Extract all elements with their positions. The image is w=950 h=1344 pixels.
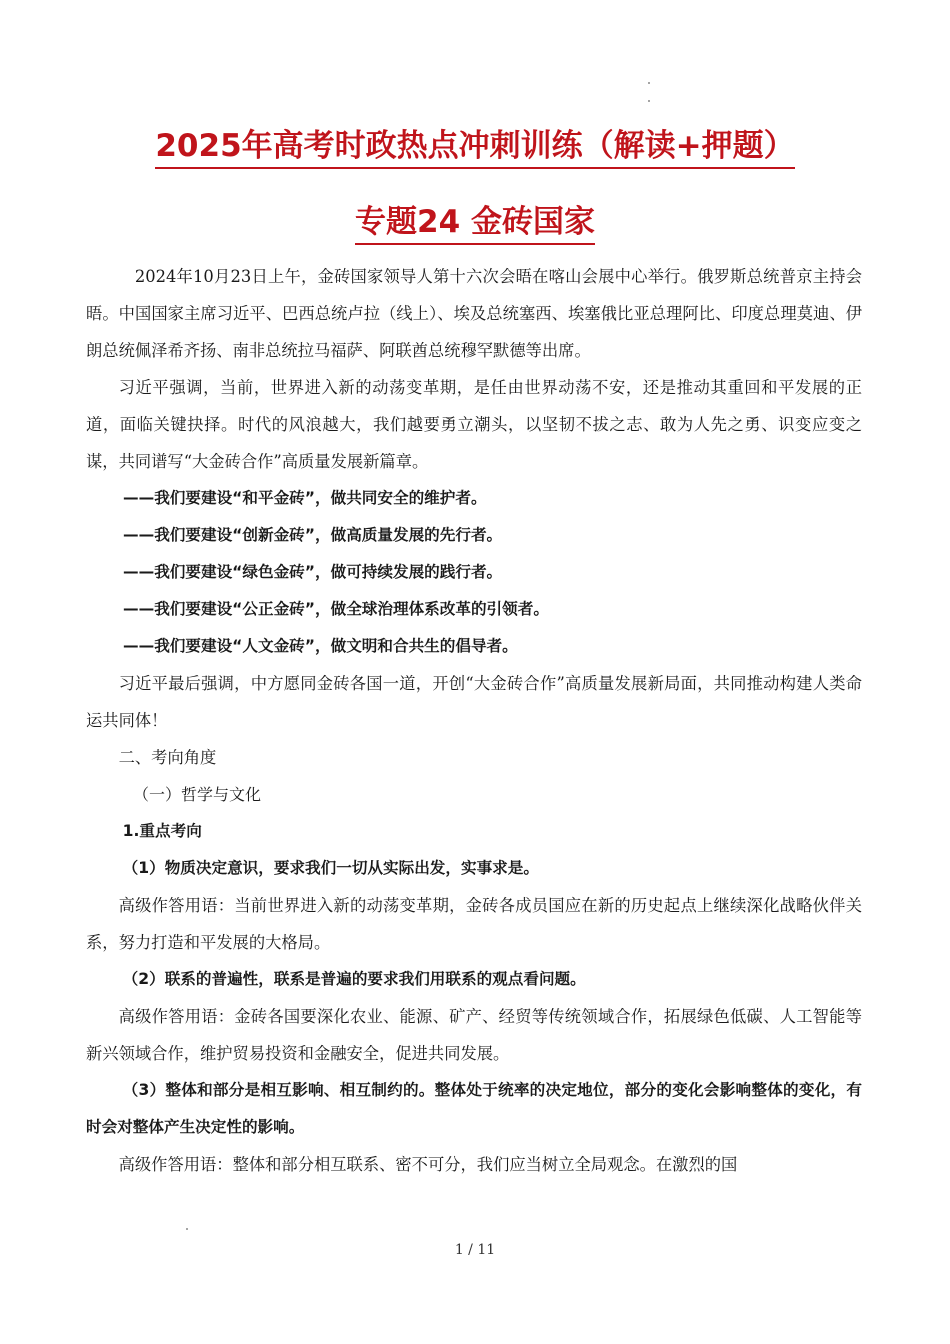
document-title-text: 2025年高考时政热点冲刺训练（解读+押题） [155,128,794,169]
closing-paragraph: 习近平最后强调，中方愿同金砖各国一道，开创“大金砖合作”高质量发展新局面，共同推动构建人类命运共同体！ [86,674,862,730]
page-number: 1 / 11 [454,1242,496,1258]
bullet-peace: ——我们要建设“和平金砖”，做共同安全的维护者。 [123,489,487,507]
decorative-dot [648,82,650,84]
point-heading-3: （3）整体和部分是相互影响、相互制约的。整体处于统率的决定地位，部分的变化会影响整体的变化，有时会对整体产生决定性的影响。 [86,1081,862,1136]
document-title [0,120,950,165]
decorative-dot [186,1228,188,1230]
document-subtitle [0,196,950,241]
key-heading: 1.重点考向 [122,822,202,840]
speech-paragraph: 习近平强调，当前，世界进入新的动荡变革期，是任由世界动荡不安，还是推动其重回和平发展的正道，面临关键抉择。时代的风浪越大，我们越要勇立潮头，以坚韧不拔之志、敢为人先之勇、识变应变之谋，共同谱写“大金砖合作”高质量发展新篇章。 [86,378,862,471]
bullet-innovation: ——我们要建设“创新金砖”，做高质量发展的先行者。 [123,526,503,544]
point-answer-1: 高级作答用语：当前世界进入新的动荡变革期，金砖各成员国应在新的历史起点上继续深化战略伙伴关系，努力打造和平发展的大格局。 [86,896,862,952]
decorative-dot [648,100,650,102]
document-subtitle-text: 专题24 金砖国家 [355,204,595,245]
subsection-heading: （一）哲学与文化 [133,785,262,804]
bullet-culture: ——我们要建设“人文金砖”，做文明和合共生的倡导者。 [123,637,518,655]
document-body [86,258,862,1183]
section-heading: 二、考向角度 [118,748,217,767]
point-answer-2: 高级作答用语：金砖各国要深化农业、能源、矿产、经贸等传统领域合作，拓展绿色低碳、人工智能等新兴领域合作，维护贸易投资和金融安全，促进共同发展。 [86,1007,862,1063]
point-heading-1: （1）物质决定意识，要求我们一切从实际出发，实事求是。 [122,859,539,877]
bullet-justice: ——我们要建设“公正金砖”，做全球治理体系改革的引领者。 [123,600,549,618]
bullet-green: ——我们要建设“绿色金砖”，做可持续发展的践行者。 [123,563,503,581]
intro-paragraph: 2024年10月23日上午，金砖国家领导人第十六次会晤在喀山会展中心举行。俄罗斯总统普京主持会晤。中国国家主席习近平、巴西总统卢拉（线上）、埃及总统塞西、埃塞俄比亚总理阿比、印度总理莫迪、伊朗总统佩泽希齐扬、南非总统拉马福萨、阿联酋总统穆罕默德等出席。 [86,267,862,360]
point-heading-2: （2）联系的普遍性，联系是普遍的要求我们用联系的观点看问题。 [122,970,586,988]
point-answer-3: 高级作答用语：整体和部分相互联系、密不可分，我们应当树立全局观念。在激烈的国 [118,1155,738,1174]
